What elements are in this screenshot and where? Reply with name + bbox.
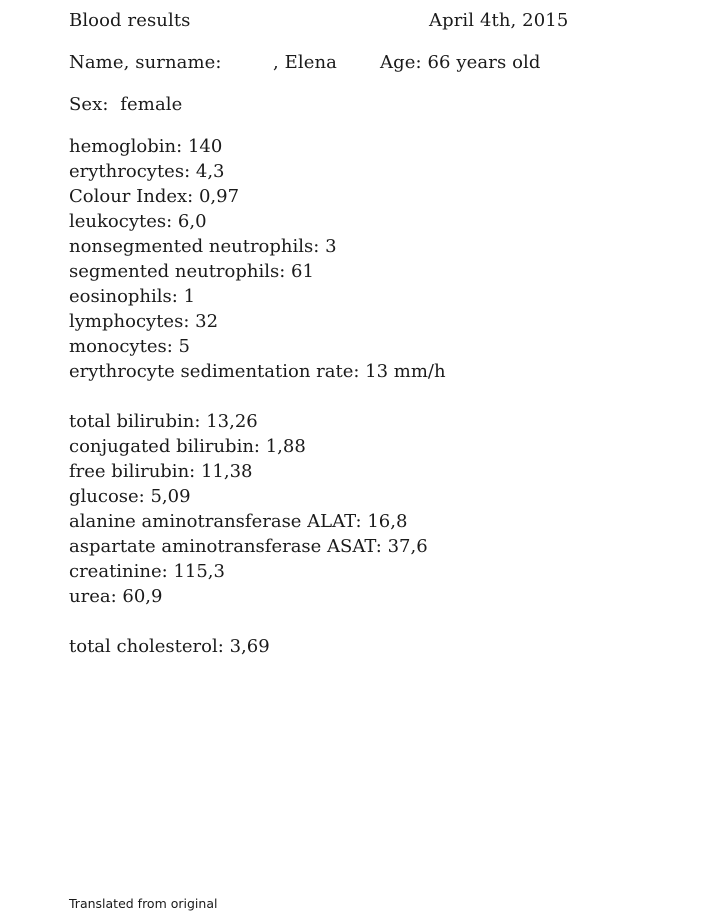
result-value: 4,3 xyxy=(195,161,225,182)
result-value: 60,9 xyxy=(122,586,163,607)
result-value: 37,6 xyxy=(387,536,428,557)
patient-sex xyxy=(69,92,182,117)
result-value: 5,09 xyxy=(150,486,191,507)
result-row xyxy=(69,334,446,359)
result-label: leukocytes: xyxy=(69,211,173,232)
result-value: 11,38 xyxy=(200,461,253,482)
result-row xyxy=(69,309,446,334)
result-label: glucose: xyxy=(69,486,145,507)
result-label: total cholesterol: xyxy=(69,636,224,657)
result-row xyxy=(69,159,446,184)
name-surname-label: Name, surname: xyxy=(69,52,222,73)
result-label: aspartate aminotransferase ASAT: xyxy=(69,536,382,557)
result-label: nonsegmented neutrophils: xyxy=(69,236,320,257)
group-spacer xyxy=(69,384,446,409)
result-label: eosinophils: xyxy=(69,286,178,307)
result-row xyxy=(69,184,446,209)
result-value: 1 xyxy=(183,286,196,307)
result-label: creatinine: xyxy=(69,561,168,582)
translation-note: Translated from original xyxy=(69,896,218,911)
result-value: 6,0 xyxy=(177,211,207,232)
result-value: 13,26 xyxy=(206,411,258,432)
result-label: urea: xyxy=(69,586,117,607)
result-value: 32 xyxy=(195,311,219,332)
name-surname-value: , Elena xyxy=(273,52,338,73)
result-row xyxy=(69,209,446,234)
result-row xyxy=(69,634,446,659)
result-row xyxy=(69,534,446,559)
result-label: erythrocyte sedimentation rate: xyxy=(69,361,360,382)
result-label: erythrocytes: xyxy=(69,161,191,182)
result-row xyxy=(69,484,446,509)
result-value: 16,8 xyxy=(367,511,408,532)
result-label: monocytes: xyxy=(69,336,173,357)
result-value: 140 xyxy=(187,136,223,157)
result-value: 1,88 xyxy=(265,436,306,457)
result-row xyxy=(69,409,446,434)
result-label: alanine aminotransferase ALAT: xyxy=(69,511,362,532)
result-row xyxy=(69,559,446,584)
document-title: Blood results xyxy=(69,10,191,31)
result-label: hemoglobin: xyxy=(69,136,183,157)
result-label: conjugated bilirubin: xyxy=(69,436,260,457)
result-row xyxy=(69,509,446,534)
patient-age: Age: 66 years old xyxy=(380,52,541,73)
sex-label: Sex: xyxy=(69,94,109,115)
result-label: free bilirubin: xyxy=(69,461,196,482)
result-row xyxy=(69,284,446,309)
blood-results-list xyxy=(69,134,446,659)
result-row xyxy=(69,259,446,284)
result-value: 13 mm/h xyxy=(365,361,446,382)
result-label: segmented neutrophils: xyxy=(69,261,286,282)
result-row xyxy=(69,434,446,459)
result-label: lymphocytes: xyxy=(69,311,190,332)
result-row xyxy=(69,234,446,259)
result-label: Colour Index: xyxy=(69,186,194,207)
result-value: 3 xyxy=(325,236,337,257)
result-row xyxy=(69,134,446,159)
result-value: 3,69 xyxy=(229,636,270,657)
result-row xyxy=(69,584,446,609)
result-row xyxy=(69,459,446,484)
result-value: 115,3 xyxy=(173,561,225,582)
group-spacer xyxy=(69,609,446,634)
result-label: total bilirubin: xyxy=(69,411,201,432)
result-row xyxy=(69,359,446,384)
result-value: 5 xyxy=(178,336,190,357)
result-value: 61 xyxy=(291,261,314,282)
document-date: April 4th, 2015 xyxy=(429,10,569,31)
sex-value: female xyxy=(120,94,183,115)
result-value: 0,97 xyxy=(198,186,240,207)
